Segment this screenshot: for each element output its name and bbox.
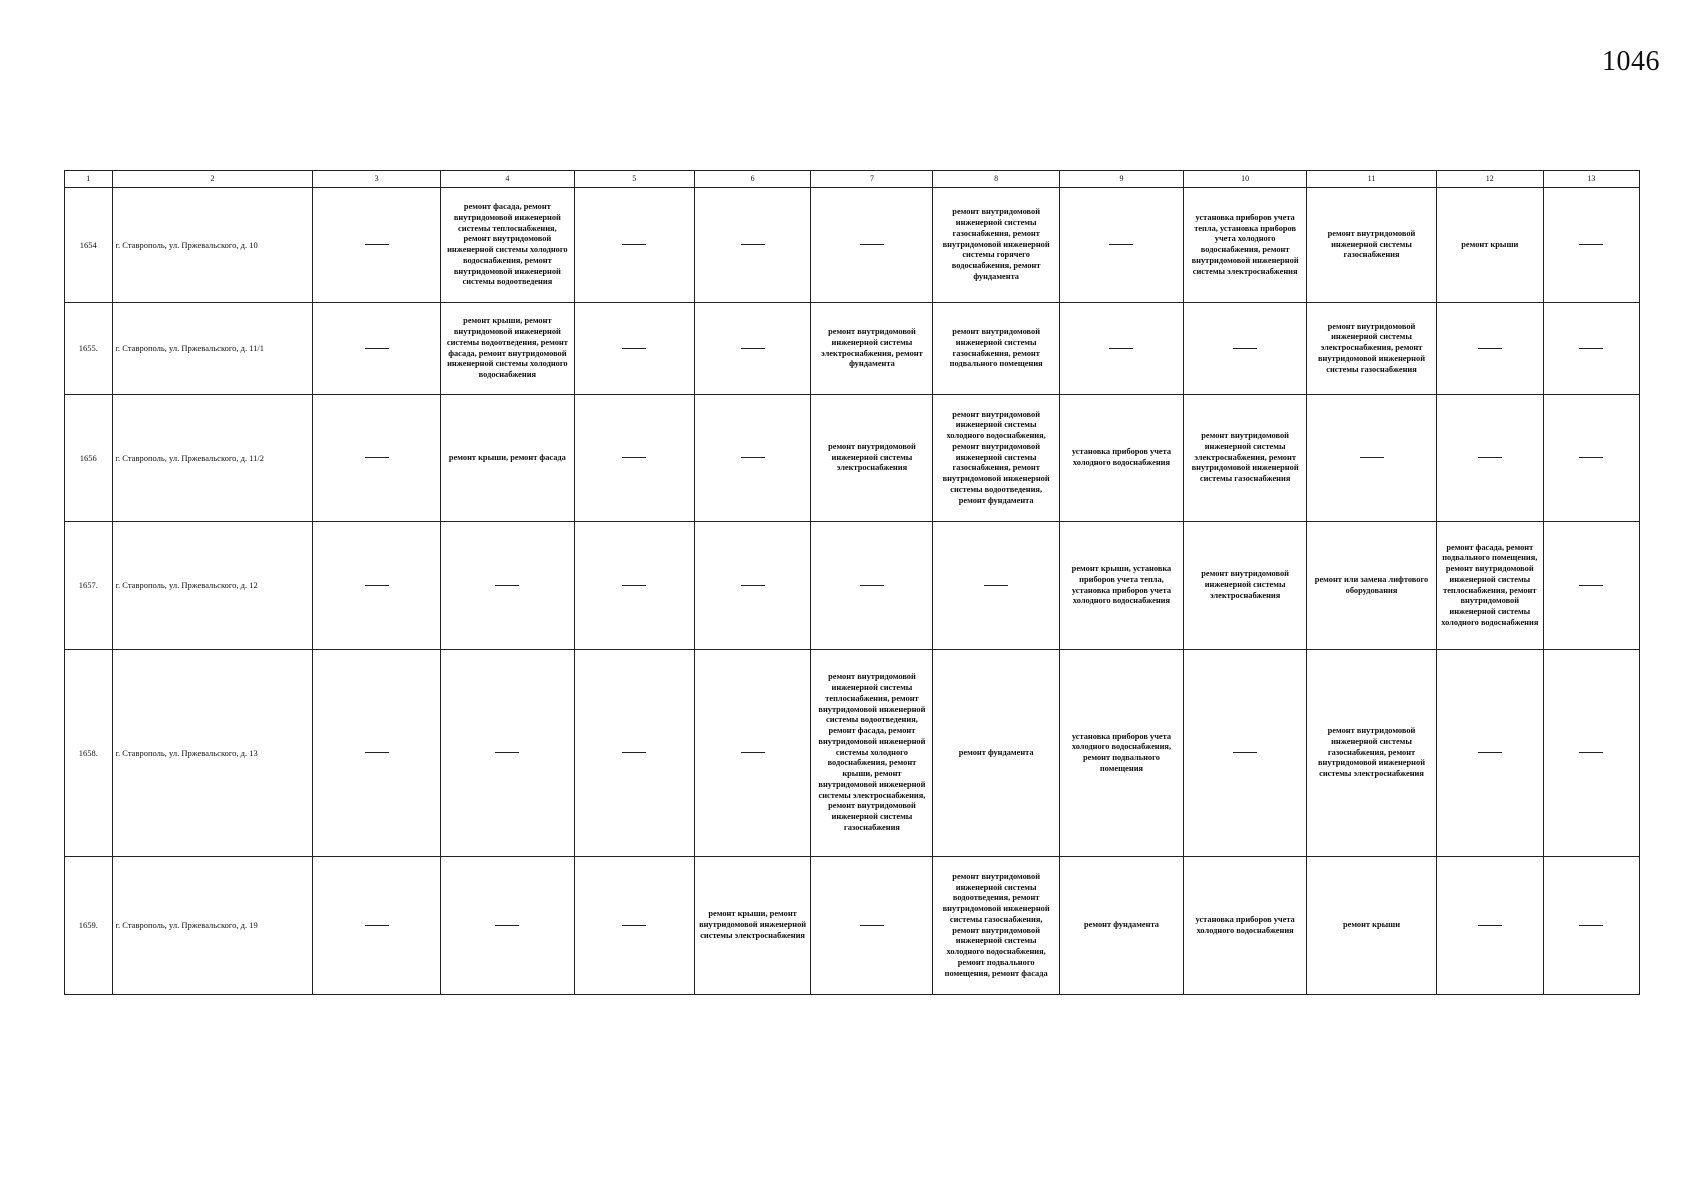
work-cell: установка приборов учета холодного водоснабжения (1059, 395, 1183, 522)
work-cell: ремонт внутридомовой инженерной системы электроснабжения, ремонт внутридомовой инженерной системы газоснабжения (1307, 303, 1437, 395)
dash-mark (365, 457, 389, 458)
dash-mark (984, 585, 1008, 586)
empty-cell (933, 522, 1059, 650)
dash-mark (741, 457, 765, 458)
address-cell: г. Ставрополь, ул. Пржевальского, д. 10 (112, 188, 313, 303)
dash-mark (1579, 925, 1603, 926)
work-cell: установка приборов учета тепла, установка приборов учета холодного водоснабжения, ремонт внутридомовой инженерной системы электроснабжения (1184, 188, 1307, 303)
dash-mark (1109, 244, 1133, 245)
work-cell: ремонт крыши, ремонт внутридомовой инженерной системы электроснабжения (694, 857, 811, 995)
address-cell: г. Ставрополь, ул. Пржевальского, д. 19 (112, 857, 313, 995)
table-row (65, 188, 1640, 303)
column-header: 3 (313, 171, 440, 188)
empty-cell (1543, 395, 1639, 522)
empty-cell (1543, 522, 1639, 650)
dash-mark (1579, 585, 1603, 586)
empty-cell (694, 650, 811, 857)
dash-mark (860, 244, 884, 245)
column-header: 11 (1307, 171, 1437, 188)
column-header: 6 (694, 171, 811, 188)
work-cell: ремонт фундамента (933, 650, 1059, 857)
work-cell: ремонт крыши (1307, 857, 1437, 995)
address-cell: г. Ставрополь, ул. Пржевальского, д. 13 (112, 650, 313, 857)
empty-cell (574, 188, 694, 303)
work-cell: ремонт внутридомовой инженерной системы газоснабжения, ремонт внутридомовой инженерной системы горячего водоснабжения, ремонт фундамента (933, 188, 1059, 303)
row-number: 1658. (65, 650, 113, 857)
row-number: 1655. (65, 303, 113, 395)
column-header: 10 (1184, 171, 1307, 188)
empty-cell (440, 522, 574, 650)
empty-cell (440, 857, 574, 995)
empty-cell (694, 303, 811, 395)
empty-cell (313, 522, 440, 650)
dash-mark (860, 585, 884, 586)
empty-cell (313, 650, 440, 857)
empty-cell (1059, 188, 1183, 303)
column-header: 13 (1543, 171, 1639, 188)
work-cell: ремонт внутридомовой инженерной системы водоотведения, ремонт внутридомовой инженерной системы газоснабжения, ремонт внутридомовой инженерной системы холодного водоснабжения, ремонт подвального помещения, ремонт фасада (933, 857, 1059, 995)
table-row (65, 303, 1640, 395)
dash-mark (1579, 348, 1603, 349)
column-header: 5 (574, 171, 694, 188)
dash-mark (622, 585, 646, 586)
column-header: 7 (811, 171, 933, 188)
column-number-row (65, 171, 1640, 188)
dash-mark (1478, 457, 1502, 458)
table-row (65, 650, 1640, 857)
empty-cell (694, 188, 811, 303)
empty-cell (440, 650, 574, 857)
dash-mark (622, 752, 646, 753)
empty-cell (694, 522, 811, 650)
row-number: 1657. (65, 522, 113, 650)
dash-mark (365, 925, 389, 926)
dash-mark (495, 752, 519, 753)
empty-cell (574, 650, 694, 857)
table-row (65, 522, 1640, 650)
dash-mark (1478, 752, 1502, 753)
row-number: 1659. (65, 857, 113, 995)
empty-cell (1543, 188, 1639, 303)
empty-cell (811, 857, 933, 995)
empty-cell (1543, 857, 1639, 995)
dash-mark (495, 925, 519, 926)
empty-cell (1436, 395, 1543, 522)
empty-cell (574, 395, 694, 522)
row-number: 1654 (65, 188, 113, 303)
empty-cell (1184, 303, 1307, 395)
work-cell: ремонт крыши (1436, 188, 1543, 303)
work-cell: ремонт внутридомовой инженерной системы газоснабжения, ремонт подвального помещения (933, 303, 1059, 395)
dash-mark (622, 457, 646, 458)
table-row (65, 395, 1640, 522)
dash-mark (860, 925, 884, 926)
work-cell: ремонт внутридомовой инженерной системы газоснабжения, ремонт внутридомовой инженерной системы электроснабжения (1307, 650, 1437, 857)
dash-mark (1109, 348, 1133, 349)
work-cell: ремонт крыши, ремонт фасада (440, 395, 574, 522)
works-table (64, 170, 1640, 995)
empty-cell (313, 303, 440, 395)
work-cell: ремонт крыши, установка приборов учета тепла, установка приборов учета холодного водоснабжения (1059, 522, 1183, 650)
address-cell: г. Ставрополь, ул. Пржевальского, д. 12 (112, 522, 313, 650)
page-number: 1046 (1602, 46, 1660, 77)
empty-cell (1543, 650, 1639, 857)
row-number: 1656 (65, 395, 113, 522)
dash-mark (1478, 925, 1502, 926)
work-cell: ремонт внутридомовой инженерной системы электроснабжения (811, 395, 933, 522)
work-cell: ремонт внутридомовой инженерной системы газоснабжения (1307, 188, 1437, 303)
dash-mark (1579, 244, 1603, 245)
empty-cell (574, 303, 694, 395)
work-cell: ремонт внутридомовой инженерной системы электроснабжения (1184, 522, 1307, 650)
empty-cell (313, 188, 440, 303)
dash-mark (1579, 752, 1603, 753)
column-header: 1 (65, 171, 113, 188)
empty-cell (574, 857, 694, 995)
empty-cell (313, 395, 440, 522)
dash-mark (741, 348, 765, 349)
column-header: 9 (1059, 171, 1183, 188)
table-row (65, 857, 1640, 995)
work-cell: установка приборов учета холодного водоснабжения (1184, 857, 1307, 995)
dash-mark (622, 925, 646, 926)
dash-mark (365, 244, 389, 245)
empty-cell (1184, 650, 1307, 857)
empty-cell (574, 522, 694, 650)
work-cell: ремонт внутридомовой инженерной системы теплоснабжения, ремонт внутридомовой инженерной системы водоотведения, ремонт фасада, ремонт внутридомовой инженерной системы холодного водоснабжения, ремонт крыши, ремонт внутридомовой инженерной системы электроснабжения, ремонт внутридомовой инженерной системы газоснабжения (811, 650, 933, 857)
empty-cell (1307, 395, 1437, 522)
dash-mark (741, 244, 765, 245)
dash-mark (365, 585, 389, 586)
dash-mark (622, 348, 646, 349)
work-cell: установка приборов учета холодного водоснабжения, ремонт подвального помещения (1059, 650, 1183, 857)
work-cell: ремонт фасада, ремонт подвального помещения, ремонт внутридомовой инженерной системы теплоснабжения, ремонт внутридомовой инженерной системы холодного водоснабжения (1436, 522, 1543, 650)
dash-mark (1360, 457, 1384, 458)
dash-mark (741, 585, 765, 586)
work-cell: ремонт или замена лифтового оборудования (1307, 522, 1437, 650)
column-header: 2 (112, 171, 313, 188)
work-cell: ремонт фасада, ремонт внутридомовой инженерной системы теплоснабжения, ремонт внутридомовой инженерной системы холодного водоснабжения, ремонт внутридомовой инженерной системы водоотведения (440, 188, 574, 303)
address-cell: г. Ставрополь, ул. Пржевальского, д. 11/2 (112, 395, 313, 522)
dash-mark (495, 585, 519, 586)
empty-cell (1436, 303, 1543, 395)
column-header: 12 (1436, 171, 1543, 188)
dash-mark (622, 244, 646, 245)
empty-cell (811, 522, 933, 650)
empty-cell (313, 857, 440, 995)
dash-mark (365, 752, 389, 753)
dash-mark (1478, 348, 1502, 349)
empty-cell (694, 395, 811, 522)
work-cell: ремонт внутридомовой инженерной системы электроснабжения, ремонт внутридомовой инженерной системы газоснабжения (1184, 395, 1307, 522)
column-header: 8 (933, 171, 1059, 188)
dash-mark (1233, 752, 1257, 753)
empty-cell (1436, 650, 1543, 857)
work-cell: ремонт крыши, ремонт внутридомовой инженерной системы водоотведения, ремонт фасада, ремонт внутридомовой инженерной системы холодного водоснабжения (440, 303, 574, 395)
empty-cell (1059, 303, 1183, 395)
work-cell: ремонт внутридомовой инженерной системы электроснабжения, ремонт фундамента (811, 303, 933, 395)
address-cell: г. Ставрополь, ул. Пржевальского, д. 11/1 (112, 303, 313, 395)
empty-cell (811, 188, 933, 303)
empty-cell (1436, 857, 1543, 995)
empty-cell (1543, 303, 1639, 395)
column-header: 4 (440, 171, 574, 188)
work-cell: ремонт внутридомовой инженерной системы холодного водоснабжения, ремонт внутридомовой инженерной системы газоснабжения, ремонт внутридомовой инженерной системы водоотведения, ремонт фундамента (933, 395, 1059, 522)
dash-mark (1579, 457, 1603, 458)
dash-mark (741, 752, 765, 753)
work-cell: ремонт фундамента (1059, 857, 1183, 995)
dash-mark (365, 348, 389, 349)
dash-mark (1233, 348, 1257, 349)
